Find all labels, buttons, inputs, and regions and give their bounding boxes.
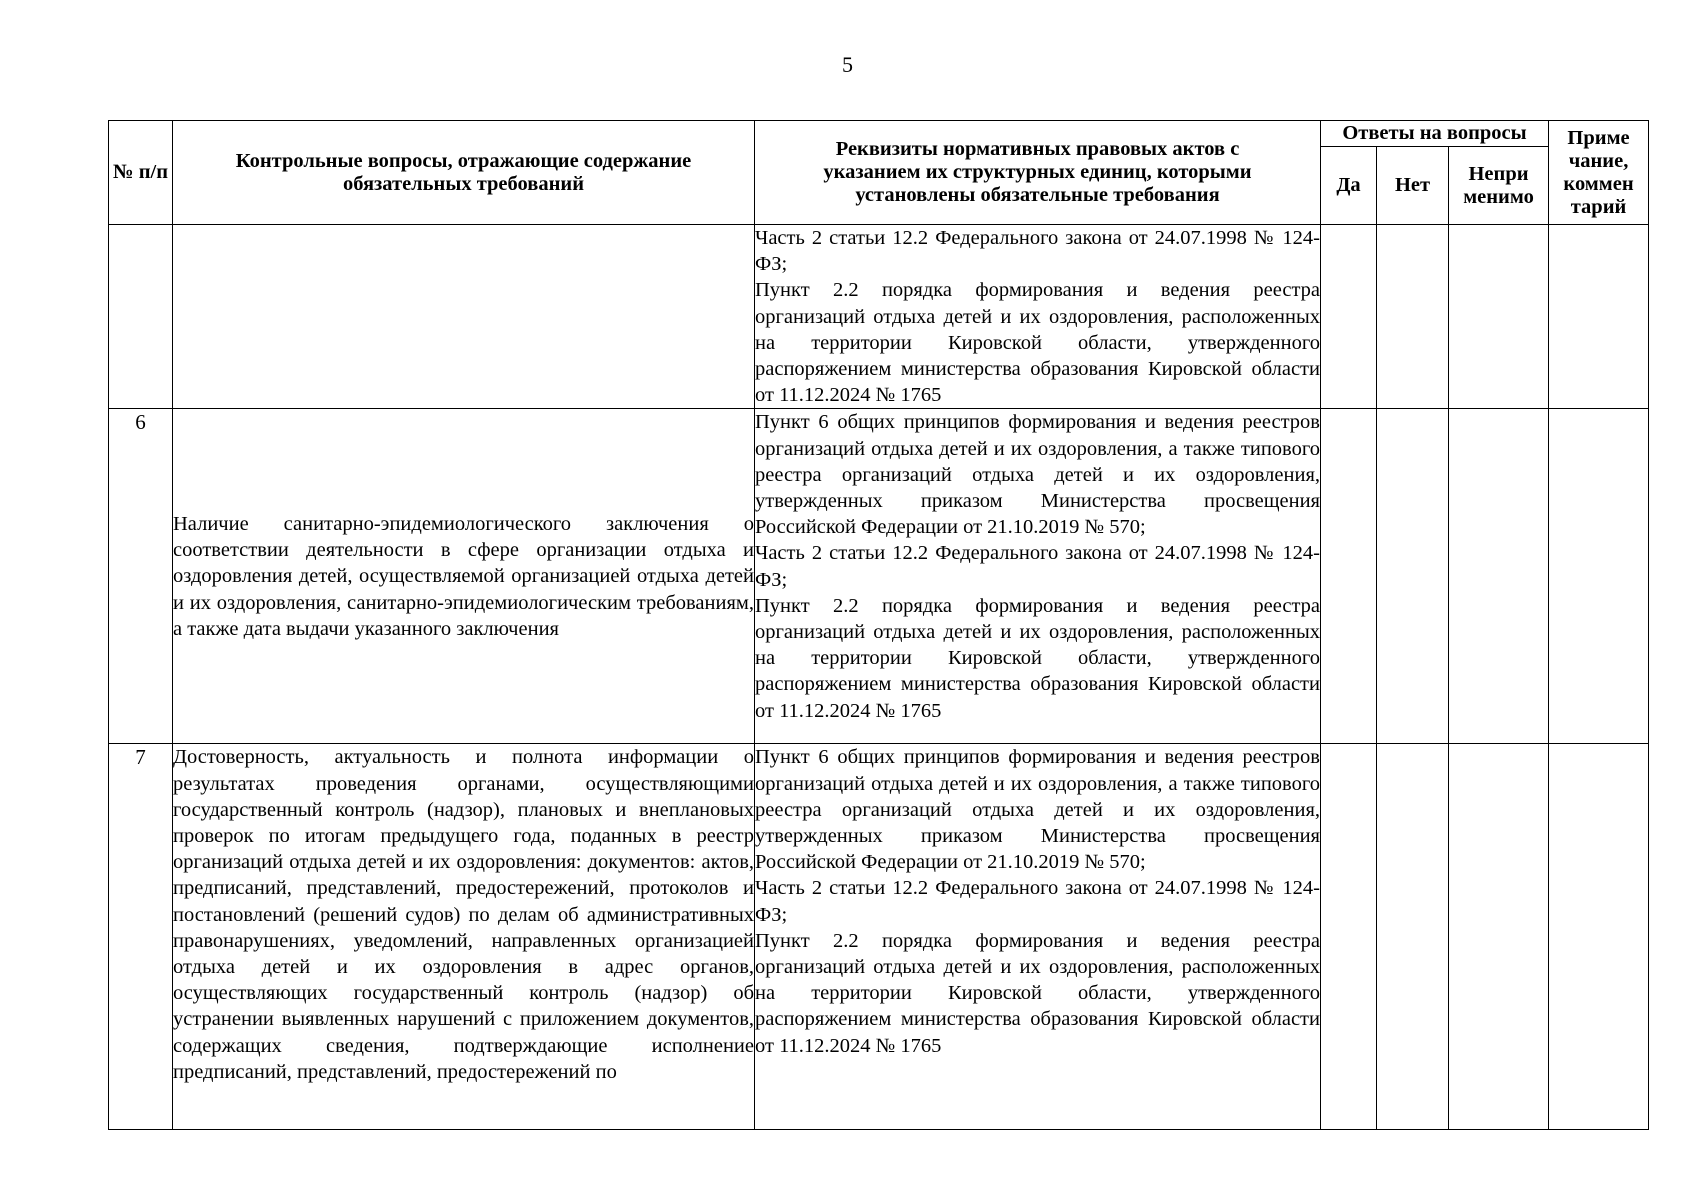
row-requisites	[755, 225, 1321, 409]
header-number: № п/п	[109, 121, 173, 225]
answer-not-applicable-cell[interactable]	[1449, 225, 1549, 409]
row-number	[109, 225, 173, 409]
note-cell[interactable]	[1549, 409, 1649, 744]
header-yes: Да	[1321, 147, 1377, 225]
header-requisites: Реквизиты нормативных правовых актов с указанием их структурных единиц, которыми установлены обязательные требования	[755, 121, 1321, 225]
row-question: Наличие санитарно-эпидемиологического заключения о соответствии деятельности в сфере организации отдыха и оздоровления детей, осуществляемой организацией отдыха детей и их оздоровления, санитарно-эпидемиологическим требованиям, а также дата выдачи указанного заключения	[173, 409, 755, 744]
answer-yes-cell[interactable]	[1321, 409, 1377, 744]
answer-no-cell[interactable]	[1377, 225, 1449, 409]
header-no: Нет	[1377, 147, 1449, 225]
row-requisites	[755, 744, 1321, 1130]
answer-yes-cell[interactable]	[1321, 744, 1377, 1130]
page-number: 5	[842, 52, 853, 77]
header-question: Контрольные вопросы, отражающие содержание обязательных требований	[173, 121, 755, 225]
requisite-item: Пункт 2.2 порядка формирования и ведения реестра организаций отдыха детей и их оздоровления, расположенных на территории Кировской области, утвержденного распоряжением министерства образования Кировской области от 11.12.2024 № 1765	[755, 594, 1320, 722]
requisite-item: Часть 2 статьи 12.2 Федерального закона от 24.07.1998 № 124-ФЗ;	[755, 227, 1320, 276]
row-question	[173, 225, 755, 409]
checklist-table	[108, 120, 1649, 1130]
header-note: Приме чание, коммен тарий	[1549, 121, 1649, 225]
header-not-applicable: Непри менимо	[1449, 147, 1549, 225]
row-question-cell	[173, 744, 755, 1130]
answer-yes-cell[interactable]	[1321, 225, 1377, 409]
answer-not-applicable-cell[interactable]	[1449, 409, 1549, 744]
requisite-item: Пункт 6 общих принципов формирования и ведения реестров организаций отдыха детей и их оздоровления, а также типового реестра организаций отдыха детей и их оздоровления, утвержденных приказом Министерства просвещения Российской Федерации от 21.10.2019 № 570;	[755, 411, 1320, 539]
row-number: 6	[109, 409, 173, 744]
requisite-item: Пункт 2.2 порядка формирования и ведения реестра организаций отдыха детей и их оздоровления, расположенных на территории Кировской области, утвержденного распоряжением министерства образования Кировской области от 11.12.2024 № 1765	[755, 929, 1320, 1057]
row-number: 7	[109, 744, 173, 1130]
requisite-item: Пункт 2.2 порядка формирования и ведения реестра организаций отдыха детей и их оздоровления, расположенных на территории Кировской области, утвержденного распоряжением министерства образования Кировской области от 11.12.2024 № 1765	[755, 279, 1320, 407]
requisite-item: Пункт 6 общих принципов формирования и ведения реестров организаций отдыха детей и их оздоровления, а также типового реестра организаций отдыха детей и их оздоровления, утвержденных приказом Министерства просвещения Российской Федерации от 21.10.2019 № 570;	[755, 746, 1320, 874]
table-row	[109, 744, 1649, 1130]
requisite-item: Часть 2 статьи 12.2 Федерального закона от 24.07.1998 № 124-ФЗ;	[755, 877, 1320, 926]
answer-not-applicable-cell[interactable]	[1449, 744, 1549, 1130]
header-answers-group: Ответы на вопросы	[1321, 121, 1549, 147]
requisite-item: Часть 2 статьи 12.2 Федерального закона от 24.07.1998 № 124-ФЗ;	[755, 542, 1320, 591]
note-cell[interactable]	[1549, 225, 1649, 409]
note-cell[interactable]	[1549, 744, 1649, 1130]
row-question: Достоверность, актуальность и полнота информации о результатах проведения органами, осуществляющими государственный контроль (надзор), плановых и внеплановых проверок по итогам предыдущего года, поданных в реестр организаций отдыха детей и их оздоровления: документов: актов, предписаний, представлений, предостережений, протоколов и постановлений (решений судов) по делам об административных правонарушениях, уведомлений, направленных организацией отдыха детей и их оздоровления в адрес органов, осуществляющих государственный контроль (надзор) об устранении выявленных нарушений с приложением документов, содержащих сведения, подтверждающие исполнение предписаний, представлений, предостережений по	[173, 746, 754, 1083]
answer-no-cell[interactable]	[1377, 744, 1449, 1130]
row-requisites	[755, 409, 1321, 744]
table-row	[109, 225, 1649, 409]
table-row	[109, 409, 1649, 744]
answer-no-cell[interactable]	[1377, 409, 1449, 744]
